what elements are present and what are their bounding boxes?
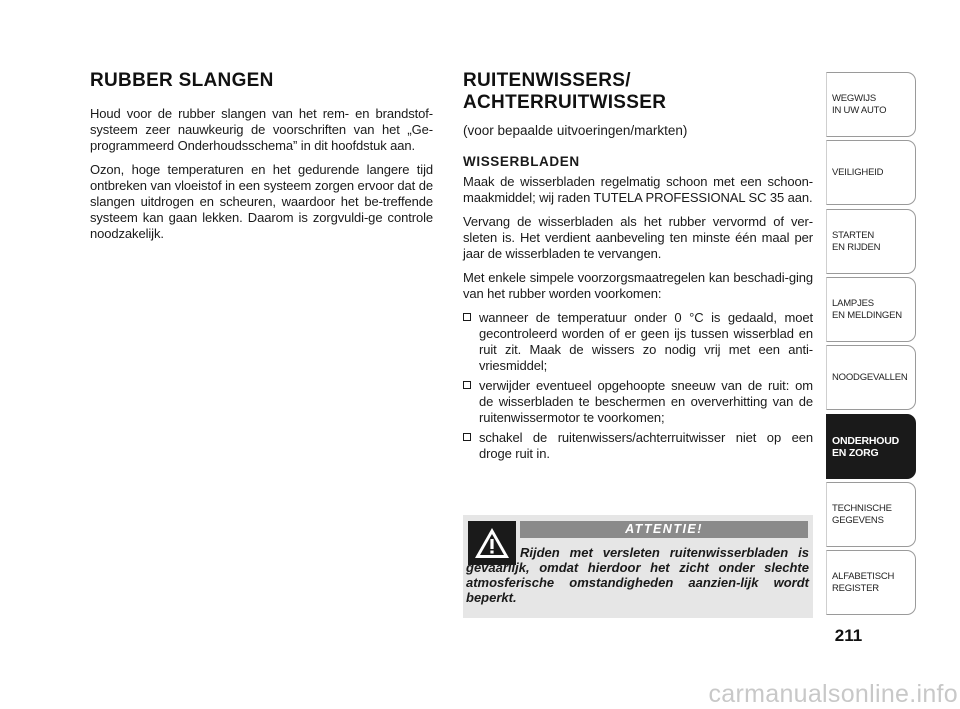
paragraph: Met enkele simpele voorzorgsmaatregelen kan beschadi-ging van het rubber worden voorkomen: [463,270,813,301]
tab-label: ALFABETISCH REGISTER [832,570,895,594]
tab-label: TECHNISCHE GEGEVENS [832,502,892,526]
list-item-text: verwijder eventueel opgehoopte sneeuw van de ruit: om de wisserbladen te beschermen en oververhitting van de ruitenwissermotor te voorkomen; [479,378,813,425]
tab-noodgevallen[interactable] [826,345,916,410]
paragraph: Ozon, hoge temperaturen en het gedurende langere tijd ontbreken van vloeistof in een systeem zorgen ervoor dat de slangen uitdrogen en scheuren, waardoor het be-treffende systeem kan gaan lekken. Daarom is zorgvuldi-ge controle noodzakelijk. [90,162,433,241]
list-item-text: wanneer de temperatuur onder 0 °C is gedaald, moet gecontroleerd worden of er geen ijs tussen wisserblad en ruit zit. Maak de wissers zo nodig vrij met een anti-vriesmiddel; [479,310,813,373]
warning-box [463,515,813,618]
title-line: ACHTERRUITWISSER [463,92,667,113]
checkbox-bullet-icon [463,313,471,321]
paragraph: Houd voor de rubber slangen van het rem- en brandstof-systeem zeer nauwkeurig de voorschriften van het „Ge-programmeerd Onderhoudsschema” in dit hoofdstuk aan. [90,106,433,153]
precaution-list [463,310,813,462]
tab-technische[interactable] [826,482,916,547]
tab-label: STARTEN EN RIJDEN [832,229,881,253]
section-subtitle: (voor bepaalde uitvoeringen/markten) [463,123,688,138]
title-line: RUITENWISSERS/ [463,70,631,91]
left-column [90,70,433,250]
list-item [463,430,813,462]
section-title-ruitenwissers [463,70,813,114]
tab-wegwijs[interactable] [826,72,916,137]
tab-onderhoud[interactable] [826,414,916,479]
subsection-title-wisserbladen: WISSERBLADEN [463,154,580,169]
right-column [463,70,813,466]
page-number: 211 [834,626,863,645]
checkbox-bullet-icon [463,381,471,389]
paragraph: Vervang de wisserbladen als het rubber vervormd of ver-sleten is. Het verdient aanbeveling ten minste één maal per jaar de wisserbladen te vervangen. [463,214,813,261]
tab-starten[interactable] [826,209,916,274]
tab-veiligheid[interactable] [826,140,916,205]
list-item-text: schakel de ruitenwissers/achterruitwisser niet op een droge ruit in. [479,430,813,461]
checkbox-bullet-icon [463,433,471,441]
tab-label: ONDERHOUD EN ZORG [832,434,900,459]
warning-title: ATTENTIE! [520,521,808,538]
list-item [463,378,813,426]
tab-label: WEGWIJS IN UW AUTO [832,92,887,116]
watermark: carmanualsonline.info [708,680,958,708]
paragraph: Maak de wisserbladen regelmatig schoon met een schoon-maakmiddel; wij raden TUTELA PROFESSIONAL SC 35 aan. [463,174,813,205]
list-item [463,310,813,374]
tab-label: LAMPJES EN MELDINGEN [832,297,902,321]
tab-label: NOODGEVALLEN [832,371,908,383]
section-title-rubber-slangen: RUBBER SLANGEN [90,70,274,91]
tab-alfabetisch[interactable] [826,550,916,615]
tab-label: VEILIGHEID [832,166,884,178]
warning-text: Rijden met versleten ruitenwisserbladen is gevaarlijk, omdat hierdoor het zicht onder slechte atmosferische omstandigheden aanzien-lijk wordt beperkt. [466,545,809,605]
tab-lampjes[interactable] [826,277,916,342]
